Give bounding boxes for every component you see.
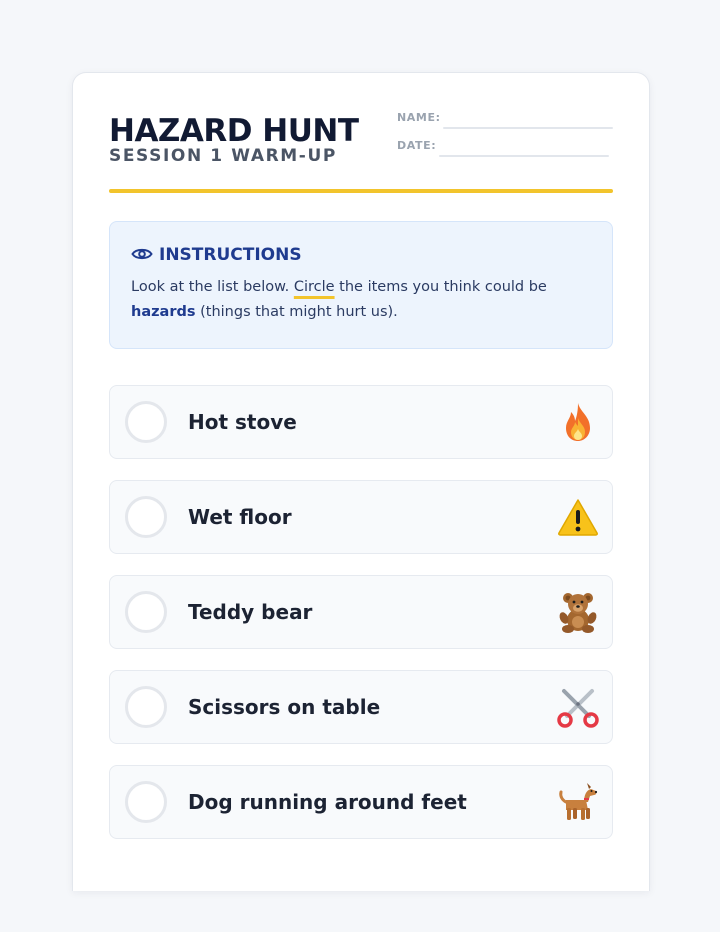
instructions-text-part: (things that might hurt us). [195, 304, 398, 320]
worksheet-title: HAZARD HUNT [109, 113, 359, 149]
hazard-item[interactable] [109, 765, 613, 839]
worksheet-card [72, 72, 650, 891]
item-label: Scissors on table [188, 695, 381, 719]
name-field[interactable] [397, 111, 613, 129]
instructions-text [131, 275, 591, 325]
instructions-box [109, 221, 613, 349]
circle-checkbox[interactable] [125, 686, 167, 728]
circle-checkbox[interactable] [125, 591, 167, 633]
warning-icon [556, 495, 600, 539]
worksheet-subtitle: SESSION 1 WARM-UP [109, 146, 337, 166]
circle-checkbox[interactable] [125, 781, 167, 823]
hazards-keyword: hazards [131, 304, 196, 320]
name-label: NAME: [397, 111, 441, 124]
hazard-item[interactable] [109, 575, 613, 649]
circle-checkbox[interactable] [125, 401, 167, 443]
item-label: Hot stove [188, 410, 297, 434]
instructions-text-part: Look at the list below. [131, 279, 294, 295]
name-line[interactable] [443, 127, 613, 129]
eye-icon [131, 246, 153, 262]
instructions-text-part: the items you think could be [334, 279, 547, 295]
header-divider [109, 189, 613, 193]
hazard-item[interactable] [109, 670, 613, 744]
date-field[interactable] [397, 139, 613, 157]
item-label: Wet floor [188, 505, 292, 529]
item-label: Teddy bear [188, 600, 313, 624]
dog-icon [556, 780, 600, 824]
circle-checkbox[interactable] [125, 496, 167, 538]
fire-icon [556, 400, 600, 444]
teddy-bear-icon [556, 590, 600, 634]
date-line[interactable] [439, 155, 609, 157]
worksheet-header [109, 107, 613, 193]
item-label: Dog running around feet [188, 790, 467, 814]
hazard-item[interactable] [109, 480, 613, 554]
circle-keyword: Circle [293, 279, 335, 295]
scissors-icon [556, 685, 600, 729]
instructions-heading: INSTRUCTIONS [159, 245, 302, 265]
date-label: DATE: [397, 139, 437, 152]
hazard-item[interactable] [109, 385, 613, 459]
